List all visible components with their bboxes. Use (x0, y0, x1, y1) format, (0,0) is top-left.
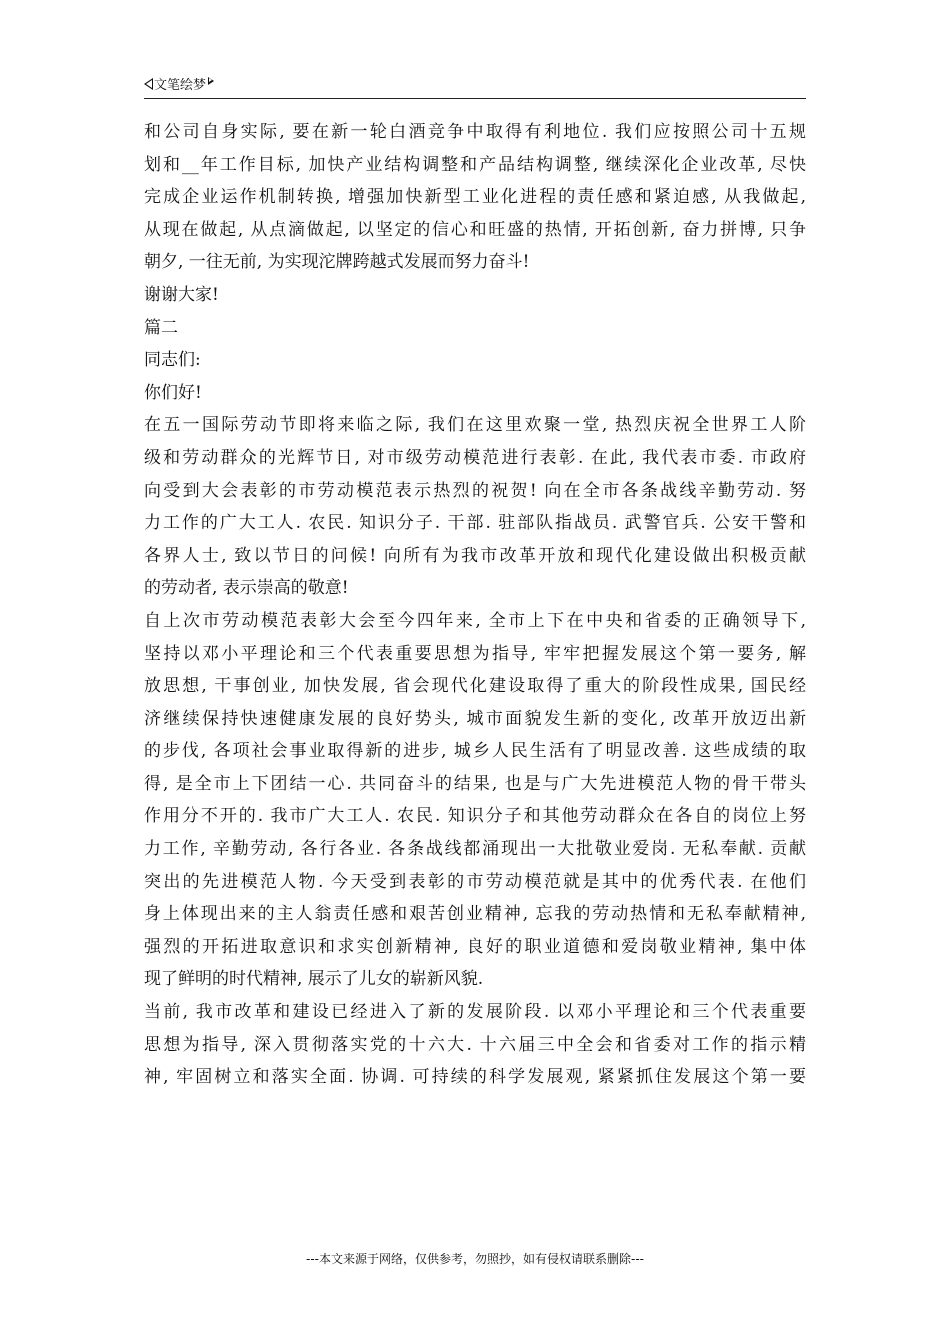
text-line: 级和劳动群众的光辉节日, 对市级劳动模范进行表彰. 在此, 我代表市委. 市政府 (144, 447, 806, 468)
document-body (144, 116, 806, 1094)
text-line: 放思想, 干事创业, 加快发展, 省会现代化建设取得了重大的阶段性成果, 国民经 (144, 676, 806, 697)
text-line: 神, 牢固树立和落实全面. 协调. 可持续的科学发展观, 紧紧抓住发展这个第一要 (144, 1067, 806, 1088)
text-line: 向受到大会表彰的市劳动模范表示热烈的祝贺! 向在全市各条战线辛勤劳动. 努 (144, 480, 806, 501)
text-line: 作用分不开的. 我市广大工人. 农民. 知识分子和其他劳动群众在各自的岗位上努 (144, 806, 806, 827)
triangle-right-icon (208, 77, 214, 85)
text-line: 身上体现出来的主人翁责任感和艰苦创业精神, 忘我的劳动热情和无私奉献精神, (144, 904, 806, 925)
text-line: 划和__年工作目标, 加快产业结构调整和产品结构调整, 继续深化企业改革, 尽快 (144, 154, 806, 175)
text-line: 现了鲜明的时代精神, 展示了儿女的崭新风貌. (144, 969, 484, 990)
text-line: 思想为指导, 深入贯彻落实党的十六大. 十六届三中全会和省委对工作的指示精 (144, 1034, 806, 1055)
text-line: 谢谢大家! (144, 284, 219, 305)
text-line: 突出的先进模范人物. 今天受到表彰的市劳动模范就是其中的优秀代表. 在他们 (144, 871, 806, 892)
text-line: 篇二 (144, 317, 178, 338)
triangle-left-icon (144, 78, 153, 90)
text-line: 从现在做起, 从点滴做起, 以坚定的信心和旺盛的热情, 开拓创新, 奋力拼博, 只争 (144, 219, 806, 240)
text-line: 朝夕, 一往无前, 为实现沱牌跨越式发展而努力奋斗! (144, 252, 530, 273)
text-line: 得, 是全市上下团结一心. 共同奋斗的结果, 也是与广大先进模范人物的骨干带头 (144, 773, 806, 794)
text-line: 力工作的广大工人. 农民. 知识分子. 干部. 驻部队指战员. 武警官兵. 公安干警和 (144, 513, 806, 534)
text-line: 的步伐, 各项社会事业取得新的进步, 城乡人民生活有了明显改善. 这些成绩的取 (144, 741, 806, 762)
brand-logo (144, 74, 214, 93)
text-line: 的劳动者, 表示崇高的敬意! (144, 578, 349, 599)
page-header (144, 72, 806, 99)
footer-notice: ---本文来源于网络，仅供参考，勿照抄，如有侵权请联系删除--- (306, 1252, 644, 1266)
text-line: 同志们: (144, 350, 201, 371)
text-line: 完成企业运作机制转换, 增强加快新型工业化进程的责任感和紧迫感, 从我做起, (144, 187, 806, 208)
text-line: 和公司自身实际, 要在新一轮白酒竞争中取得有利地位. 我们应按照公司十五规 (144, 122, 806, 142)
text-line: 你们好! (144, 382, 202, 403)
text-line: 各界人士, 致以节日的问候! 向所有为我市改革开放和现代化建设做出积极贡献 (144, 545, 806, 566)
text-line: 济继续保持快速健康发展的良好势头, 城市面貌发生新的变化, 改革开放迈出新 (144, 708, 806, 729)
text-line: 在五一国际劳动节即将来临之际, 我们在这里欢聚一堂, 热烈庆祝全世界工人阶 (144, 415, 806, 436)
text-line: 坚持以邓小平理论和三个代表重要思想为指导, 牢牢把握发展这个第一要务, 解 (144, 643, 806, 664)
brand-name: 文笔绘梦 (154, 78, 207, 93)
text-line: 强烈的开拓进取意识和求实创新精神, 良好的职业道德和爱岗敬业精神, 集中体 (144, 936, 806, 957)
text-line: 自上次市劳动模范表彰大会至今四年来, 全市上下在中央和省委的正确领导下, (144, 610, 806, 631)
text-line: 当前, 我市改革和建设已经进入了新的发展阶段. 以邓小平理论和三个代表重要 (144, 1002, 806, 1023)
text-line: 力工作, 辛勤劳动, 各行各业. 各条战线都涌现出一大批敬业爱岗. 无私奉献. 贡献 (144, 839, 806, 860)
